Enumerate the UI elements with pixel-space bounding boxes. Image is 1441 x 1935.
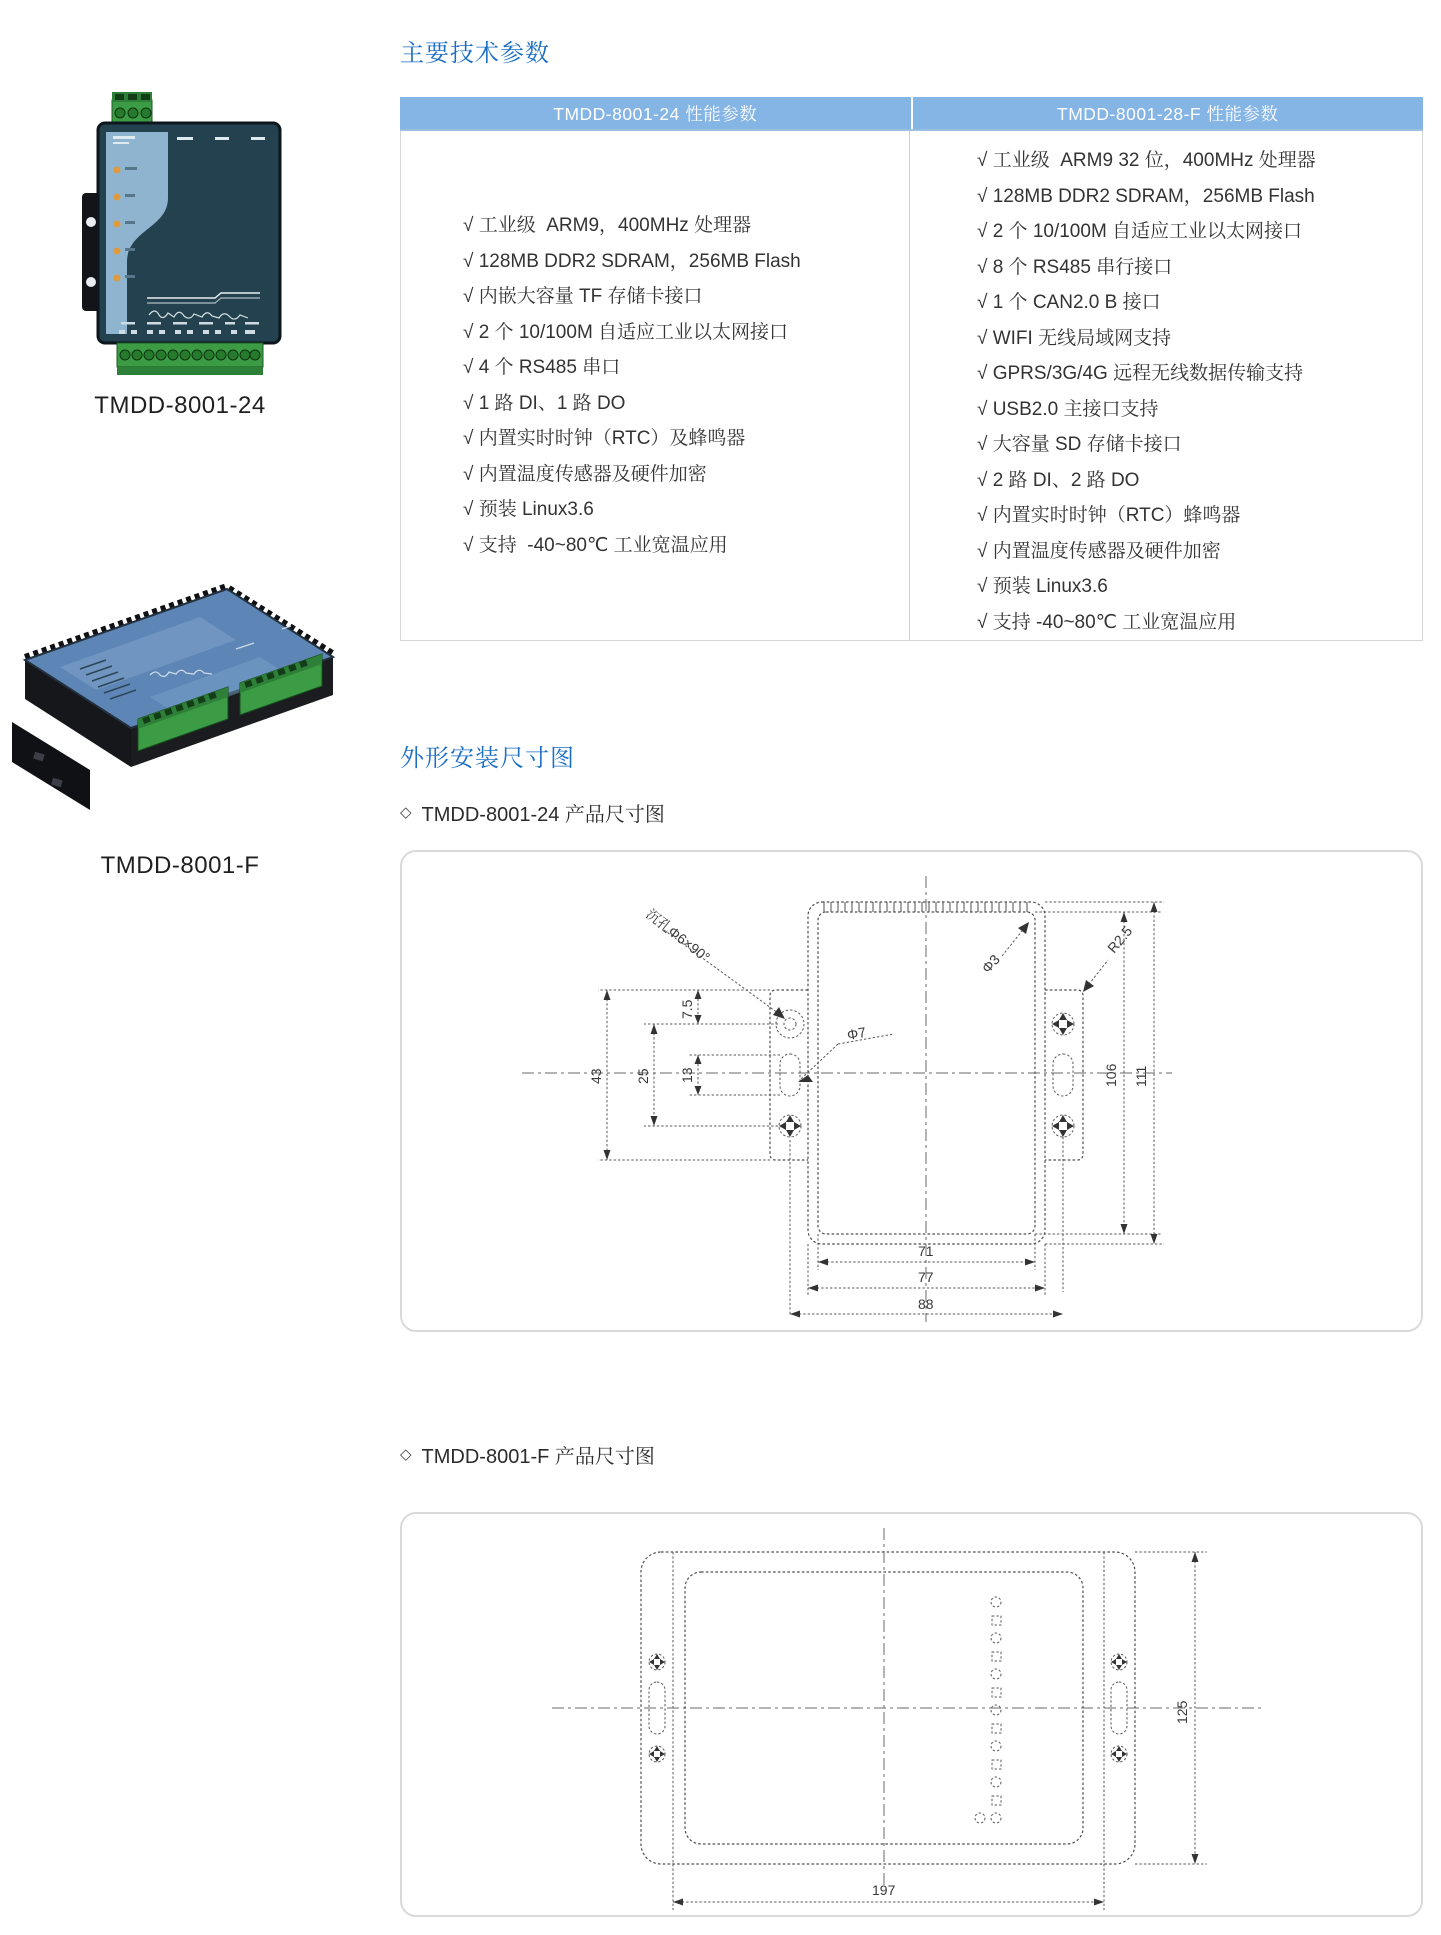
dim-71: 71 [918, 1243, 934, 1259]
spec-item: √ 内置温度传感器及硬件加密 [463, 463, 707, 485]
spec-item: √ 预装 Linux3.6 [977, 576, 1108, 597]
spec-item: √ 内置实时时钟（RTC）蜂鸣器 [977, 505, 1241, 526]
dimension-drawing-tmdd-8001-f [402, 1514, 1421, 1915]
sub-label-text: TMDD-8001-24 产品尺寸图 [421, 804, 665, 826]
terminal-block-bottom [117, 343, 263, 375]
spec-item: √ USB2.0 主接口支持 [977, 398, 1159, 420]
dim-197: 197 [872, 1882, 896, 1898]
product-photo-tmdd-8001-24 [55, 70, 305, 410]
drawing-frame-tmdd-8001-f [400, 1512, 1423, 1917]
dim-13: 13 [679, 1067, 695, 1083]
spec-item: √ 工业级 ARM9 32 位，400MHz 处理器 [977, 150, 1316, 171]
dim-43: 43 [588, 1068, 604, 1084]
spec-item: √ 128MB DDR2 SDRAM，256MB Flash [463, 250, 801, 272]
corner-hole-label: Φ3 [978, 951, 1003, 977]
spec-item: √ 2 路 DI、2 路 DO [977, 469, 1140, 491]
dim-77: 77 [918, 1269, 934, 1285]
spec-item: √ 大容量 SD 存储卡接口 [977, 434, 1182, 455]
terminal-block-top [112, 92, 152, 126]
spec-header-tmdd-8001-28-f: TMDD-8001-28-F 性能参数 [1057, 103, 1279, 124]
diamond-icon: ◇ [400, 1445, 412, 1463]
drawing-frame-tmdd-8001-24 [400, 850, 1423, 1332]
hole-diameter-label: Φ7 [845, 1023, 868, 1043]
sub-label-tmdd-8001-f-drawing [400, 1440, 655, 1469]
product-label-tmdd-8001-24: TMDD-8001-24 [94, 392, 266, 419]
dim-111: 111 [1133, 1065, 1149, 1087]
spec-item: √ 内嵌大容量 TF 存储卡接口 [463, 286, 703, 307]
spec-table-body [400, 131, 1423, 641]
spec-item: √ 预装 Linux3.6 [463, 499, 594, 520]
spec-item: √ 2 个 10/100M 自适应工业以太网接口 [463, 321, 789, 343]
spec-table [400, 97, 1423, 641]
spec-item: √ GPRS/3G/4G 远程无线数据传输支持 [977, 363, 1304, 384]
dim-125: 125 [1174, 1700, 1190, 1724]
radius-label: R2.5 [1104, 922, 1136, 956]
spec-column-tmdd-8001-28-f [910, 131, 1422, 640]
product-photo-tmdd-8001-f [0, 557, 360, 857]
spec-column-tmdd-8001-24 [401, 131, 910, 640]
spec-item: √ 1 个 CAN2.0 B 接口 [977, 292, 1161, 313]
product-label-tmdd-8001-f: TMDD-8001-F [100, 852, 260, 879]
sub-label-tmdd-8001-24-drawing [400, 798, 665, 827]
countersink-label: 沉孔Φ6×90° [643, 905, 714, 966]
spec-item: √ 8 个 RS485 串行接口 [977, 256, 1173, 278]
diamond-icon: ◇ [400, 803, 412, 821]
sub-label-text: TMDD-8001-F 产品尺寸图 [421, 1446, 655, 1468]
dim-106: 106 [1103, 1063, 1119, 1087]
spec-item: √ 128MB DDR2 SDRAM，256MB Flash [977, 185, 1315, 207]
dim-25: 25 [635, 1068, 651, 1084]
spec-item: √ 支持 -40~80℃ 工业宽温应用 [463, 534, 728, 556]
spec-item: √ 内置实时时钟（RTC）及蜂鸣器 [463, 428, 746, 449]
heading-tech-params: 主要技术参数 [400, 40, 550, 67]
spec-table-header [400, 97, 1423, 131]
dimension-drawing-tmdd-8001-24 [402, 852, 1421, 1330]
device-body [98, 123, 280, 343]
dim-88: 88 [918, 1296, 934, 1312]
spec-item: √ 内置温度传感器及硬件加密 [977, 540, 1221, 562]
spec-item: √ 4 个 RS485 串口 [463, 357, 621, 378]
spec-item: √ 工业级 ARM9，400MHz 处理器 [463, 215, 752, 236]
heading-dimension-diagrams: 外形安装尺寸图 [400, 745, 575, 772]
spec-item: √ 2 个 10/100M 自适应工业以太网接口 [977, 221, 1303, 242]
spec-item: √ 1 路 DI、1 路 DO [463, 392, 626, 414]
spec-item: √ WIFI 无线局域网支持 [977, 327, 1172, 349]
dim-7-5: 7.5 [679, 999, 695, 1019]
spec-header-tmdd-8001-24: TMDD-8001-24 性能参数 [400, 97, 913, 129]
flange-left [12, 722, 90, 810]
spec-item: √ 支持 -40~80℃ 工业宽温应用 [977, 611, 1237, 633]
vent-hole-column [975, 1597, 1001, 1823]
